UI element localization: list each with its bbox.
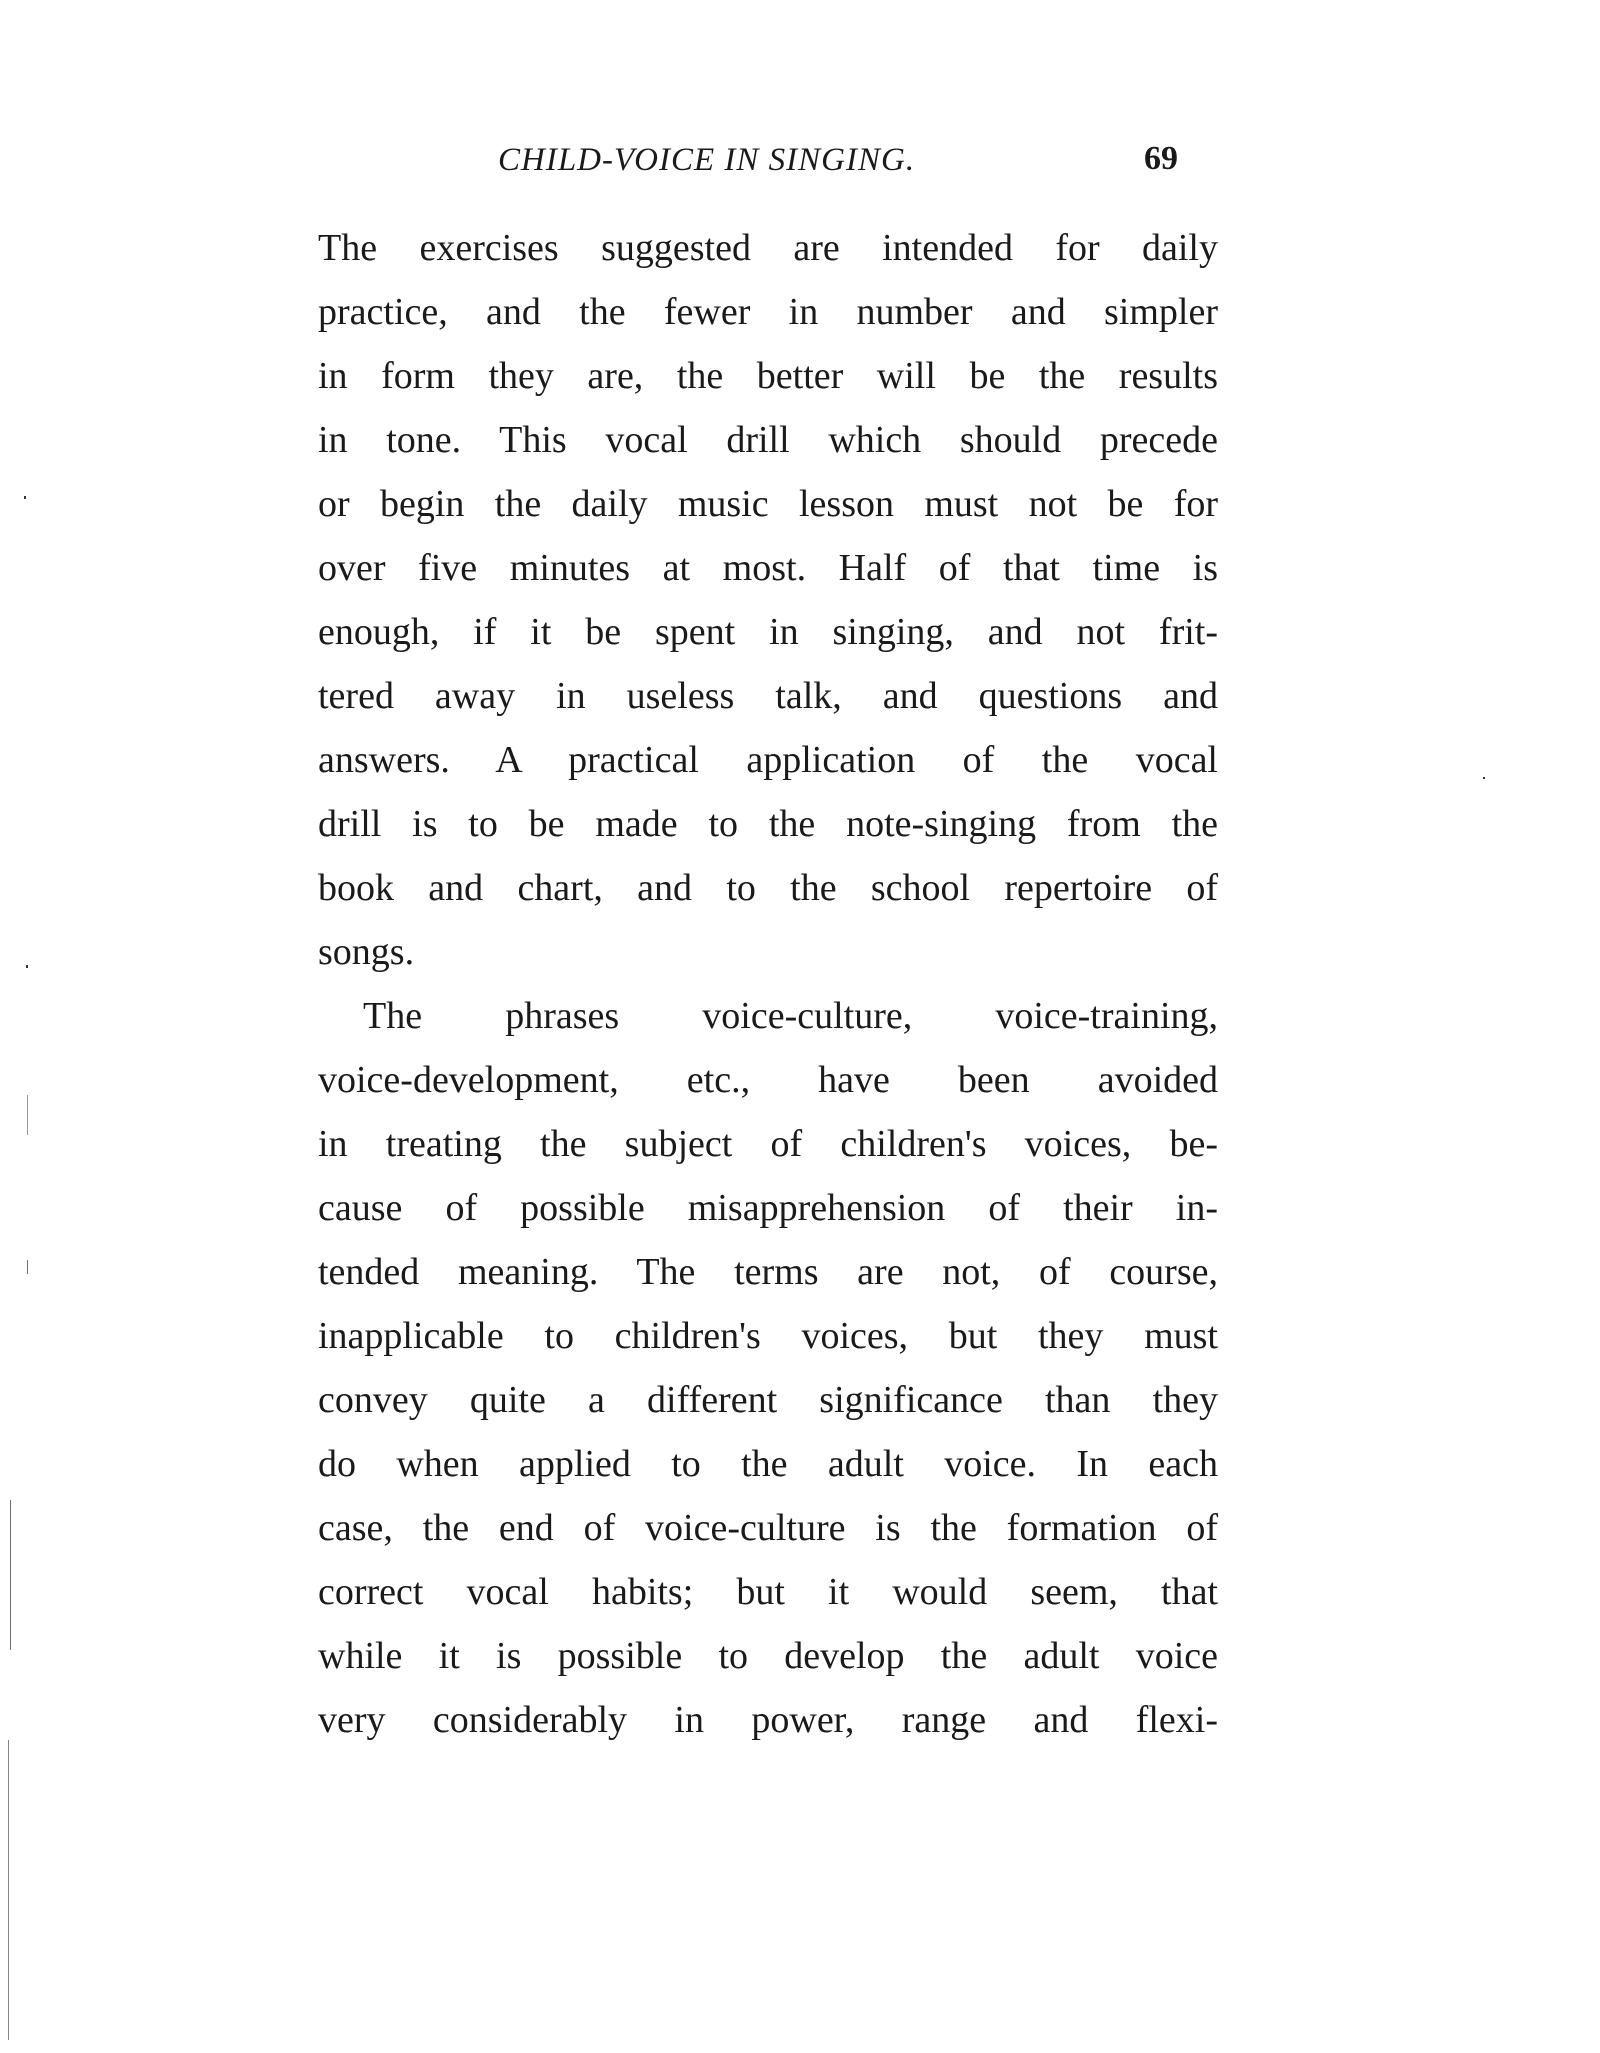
text-line: tended meaning. The terms are not, of course,: [318, 1251, 1218, 1293]
text-line: in treating the subject of children's voices, be-: [318, 1123, 1218, 1165]
text-line: convey quite a different significance than they: [318, 1379, 1218, 1421]
scan-mark: [27, 1095, 28, 1135]
text-line: in form they are, the better will be the results: [318, 355, 1218, 397]
page-number: 69: [1144, 140, 1178, 177]
scan-mark: [26, 965, 28, 968]
running-title: CHILD-VOICE IN SINGING.: [498, 142, 916, 178]
text-line: very considerably in power, range and flexi-: [318, 1699, 1218, 1741]
text-line: drill is to be made to the note-singing from the: [318, 803, 1218, 845]
text-line: or begin the daily music lesson must not be for: [318, 483, 1218, 525]
text-line: case, the end of voice-culture is the formation of: [318, 1507, 1218, 1549]
text-line: while it is possible to develop the adult voice: [318, 1635, 1218, 1677]
scan-mark: [8, 1740, 9, 2040]
paragraph-1: [318, 216, 1218, 984]
scan-mark: [24, 496, 26, 499]
body-text: [318, 216, 1218, 1752]
text-line: answers. A practical application of the vocal: [318, 739, 1218, 781]
text-line: inapplicable to children's voices, but they must: [318, 1315, 1218, 1357]
text-line: tered away in useless talk, and questions and: [318, 675, 1218, 717]
text-line: do when applied to the adult voice. In each: [318, 1443, 1218, 1485]
text-line: enough, if it be spent in singing, and not frit-: [318, 611, 1218, 653]
text-line: correct vocal habits; but it would seem, that: [318, 1571, 1218, 1613]
scan-mark: [10, 1500, 11, 1650]
text-line: book and chart, and to the school repertoire of: [318, 867, 1218, 909]
text-line: songs.: [318, 931, 415, 973]
scan-mark: [27, 1260, 28, 1274]
scan-mark: [1483, 777, 1485, 779]
running-head: [318, 142, 1218, 192]
text-line: cause of possible misapprehension of their in-: [318, 1187, 1218, 1229]
text-line: The exercises suggested are intended for daily: [318, 227, 1218, 269]
text-line: over five minutes at most. Half of that time is: [318, 547, 1218, 589]
text-line: voice-development, etc., have been avoided: [318, 1059, 1218, 1101]
text-line: in tone. This vocal drill which should precede: [318, 419, 1218, 461]
paragraph-2: [318, 984, 1218, 1752]
text-line: The phrases voice-culture, voice-training,: [363, 995, 1218, 1037]
text-line: practice, and the fewer in number and simpler: [318, 291, 1218, 333]
